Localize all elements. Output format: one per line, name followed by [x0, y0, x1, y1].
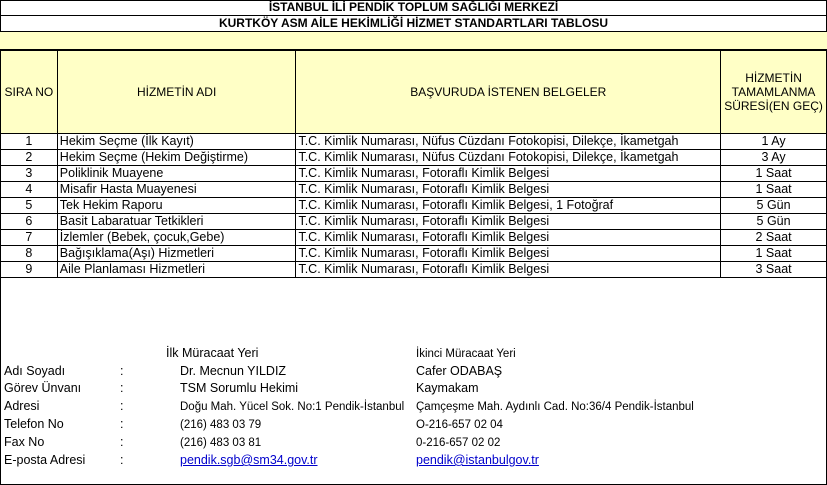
- second-contact-name: Cafer ODABAŞ: [416, 364, 503, 378]
- page-title: İSTANBUL İLİ PENDİK TOPLUM SAĞLIĞI MERKEZİ: [0, 0, 827, 16]
- cell-duration: 3 Ay: [721, 150, 827, 166]
- table-row: [1, 150, 827, 166]
- second-contact-title: Kaymakam: [416, 381, 479, 395]
- first-contact-email-link[interactable]: pendik.sgb@sm34.gov.tr: [180, 453, 318, 467]
- cell-duration: 5 Gün: [721, 198, 827, 214]
- cell-service: İzlemler (Bebek, çocuk,Gebe): [57, 230, 296, 246]
- cell-duration: 3 Saat: [721, 262, 827, 278]
- label-title: Görev Ünvanı: [4, 381, 82, 395]
- first-contact-phone: (216) 483 03 79: [180, 419, 262, 431]
- label-name: Adı Soyadı: [4, 364, 66, 378]
- cell-duration: 2 Saat: [721, 230, 827, 246]
- table-row: [1, 230, 827, 246]
- first-contact-email: [180, 452, 318, 469]
- cell-documents: T.C. Kimlik Numarası, Fotoraflı Kimlik Belgesi: [296, 262, 721, 278]
- separator: :: [120, 399, 124, 413]
- column-header-sure-line1: HİZMETİN: [745, 71, 802, 85]
- cell-documents: T.C. Kimlik Numarası, Fotoraflı Kimlik Belgesi: [296, 182, 721, 198]
- cell-service: Misafir Hasta Muayenesi: [57, 182, 296, 198]
- page-subtitle: KURTKÖY ASM AİLE HEKİMLİĞİ HİZMET STANDARTLARI TABLOSU: [0, 16, 827, 32]
- separator: :: [120, 364, 124, 378]
- cell-duration: 1 Saat: [721, 246, 827, 262]
- cell-service: Hekim Seçme (İlk Kayıt): [57, 134, 296, 150]
- label-phone: Telefon No: [4, 417, 64, 431]
- column-header-sira: SIRA NO: [1, 51, 58, 134]
- cell-duration: 1 Ay: [721, 134, 827, 150]
- first-contact-title: TSM Sorumlu Hekimi: [180, 381, 299, 395]
- cell-documents: T.C. Kimlik Numarası, Fotoraflı Kimlik Belgesi: [296, 214, 721, 230]
- table-row: [1, 198, 827, 214]
- cell-no: 9: [1, 262, 58, 278]
- second-contact-fax: 0-216-657 02 02: [416, 437, 501, 449]
- cell-service: Tek Hekim Raporu: [57, 198, 296, 214]
- table-row: [1, 166, 827, 182]
- cell-no: 8: [1, 246, 58, 262]
- cell-no: 3: [1, 166, 58, 182]
- cell-service: Poliklinik Muayene: [57, 166, 296, 182]
- label-fax: Fax No: [4, 435, 45, 449]
- separator: :: [120, 381, 124, 395]
- cell-service: Basit Labaratuar Tetkikleri: [57, 214, 296, 230]
- column-header-belgeler: BAŞVURUDA İSTENEN BELGELER: [296, 51, 721, 134]
- cell-documents: T.C. Kimlik Numarası, Fotoraflı Kimlik Belgesi, 1 Fotoğraf: [296, 198, 721, 214]
- cell-duration: 5 Gün: [721, 214, 827, 230]
- column-header-hizmet: HİZMETİN ADI: [57, 51, 296, 134]
- first-contact-name: Dr. Mecnun YILDIZ: [180, 364, 287, 378]
- separator: :: [120, 453, 124, 467]
- table-row: [1, 262, 827, 278]
- cell-documents: T.C. Kimlik Numarası, Fotoraflı Kimlik Belgesi: [296, 246, 721, 262]
- table-row: [1, 182, 827, 198]
- cell-service: Aile Planlaması Hizmetleri: [57, 262, 296, 278]
- column-header-sure-line2: TAMAMLANMA: [731, 85, 816, 99]
- cell-duration: 1 Saat: [721, 182, 827, 198]
- table-row: [1, 246, 827, 262]
- second-contact-phone: O-216-657 02 04: [416, 419, 503, 431]
- label-email: E-posta Adresi: [4, 453, 86, 467]
- separator: :: [120, 417, 124, 431]
- cell-no: 7: [1, 230, 58, 246]
- separator: :: [120, 435, 124, 449]
- cell-service: Bağışıklama(Aşı) Hizmetleri: [57, 246, 296, 262]
- cell-duration: 1 Saat: [721, 166, 827, 182]
- first-contact-header: İlk Müracaat Yeri: [166, 346, 259, 360]
- service-standards-table: [0, 50, 827, 278]
- second-contact-email-link[interactable]: pendik@istanbulgov.tr: [416, 453, 539, 467]
- blank-band: [0, 32, 827, 50]
- cell-no: 1: [1, 134, 58, 150]
- cell-no: 5: [1, 198, 58, 214]
- second-contact-address: Çamçeşme Mah. Aydınlı Cad. No:36/4 Pendik-İstanbul: [416, 401, 694, 413]
- cell-documents: T.C. Kimlik Numarası, Nüfus Cüzdanı Fotokopisi, Dilekçe, İkametgah: [296, 134, 721, 150]
- table-row: [1, 134, 827, 150]
- first-contact-fax: (216) 483 03 81: [180, 437, 262, 449]
- cell-documents: T.C. Kimlik Numarası, Fotoraflı Kimlik Belgesi: [296, 166, 721, 182]
- column-header-sure: [721, 51, 827, 134]
- cell-documents: T.C. Kimlik Numarası, Fotoraflı Kimlik Belgesi: [296, 230, 721, 246]
- cell-no: 4: [1, 182, 58, 198]
- first-contact-address: Doğu Mah. Yücel Sok. No:1 Pendik-İstanbul: [180, 401, 405, 413]
- second-contact-header: İkinci Müracaat Yeri: [416, 348, 516, 360]
- cell-service: Hekim Seçme (Hekim Değiştirme): [57, 150, 296, 166]
- second-contact-email: [416, 452, 539, 469]
- table-row: [1, 214, 827, 230]
- cell-no: 2: [1, 150, 58, 166]
- label-address: Adresi: [4, 399, 40, 413]
- cell-no: 6: [1, 214, 58, 230]
- table-header-row: [1, 51, 827, 134]
- cell-documents: T.C. Kimlik Numarası, Nüfus Cüzdanı Fotokopisi, Dilekçe, İkametgah: [296, 150, 721, 166]
- column-header-sure-line3: SÜRESİ(EN GEÇ): [724, 99, 823, 113]
